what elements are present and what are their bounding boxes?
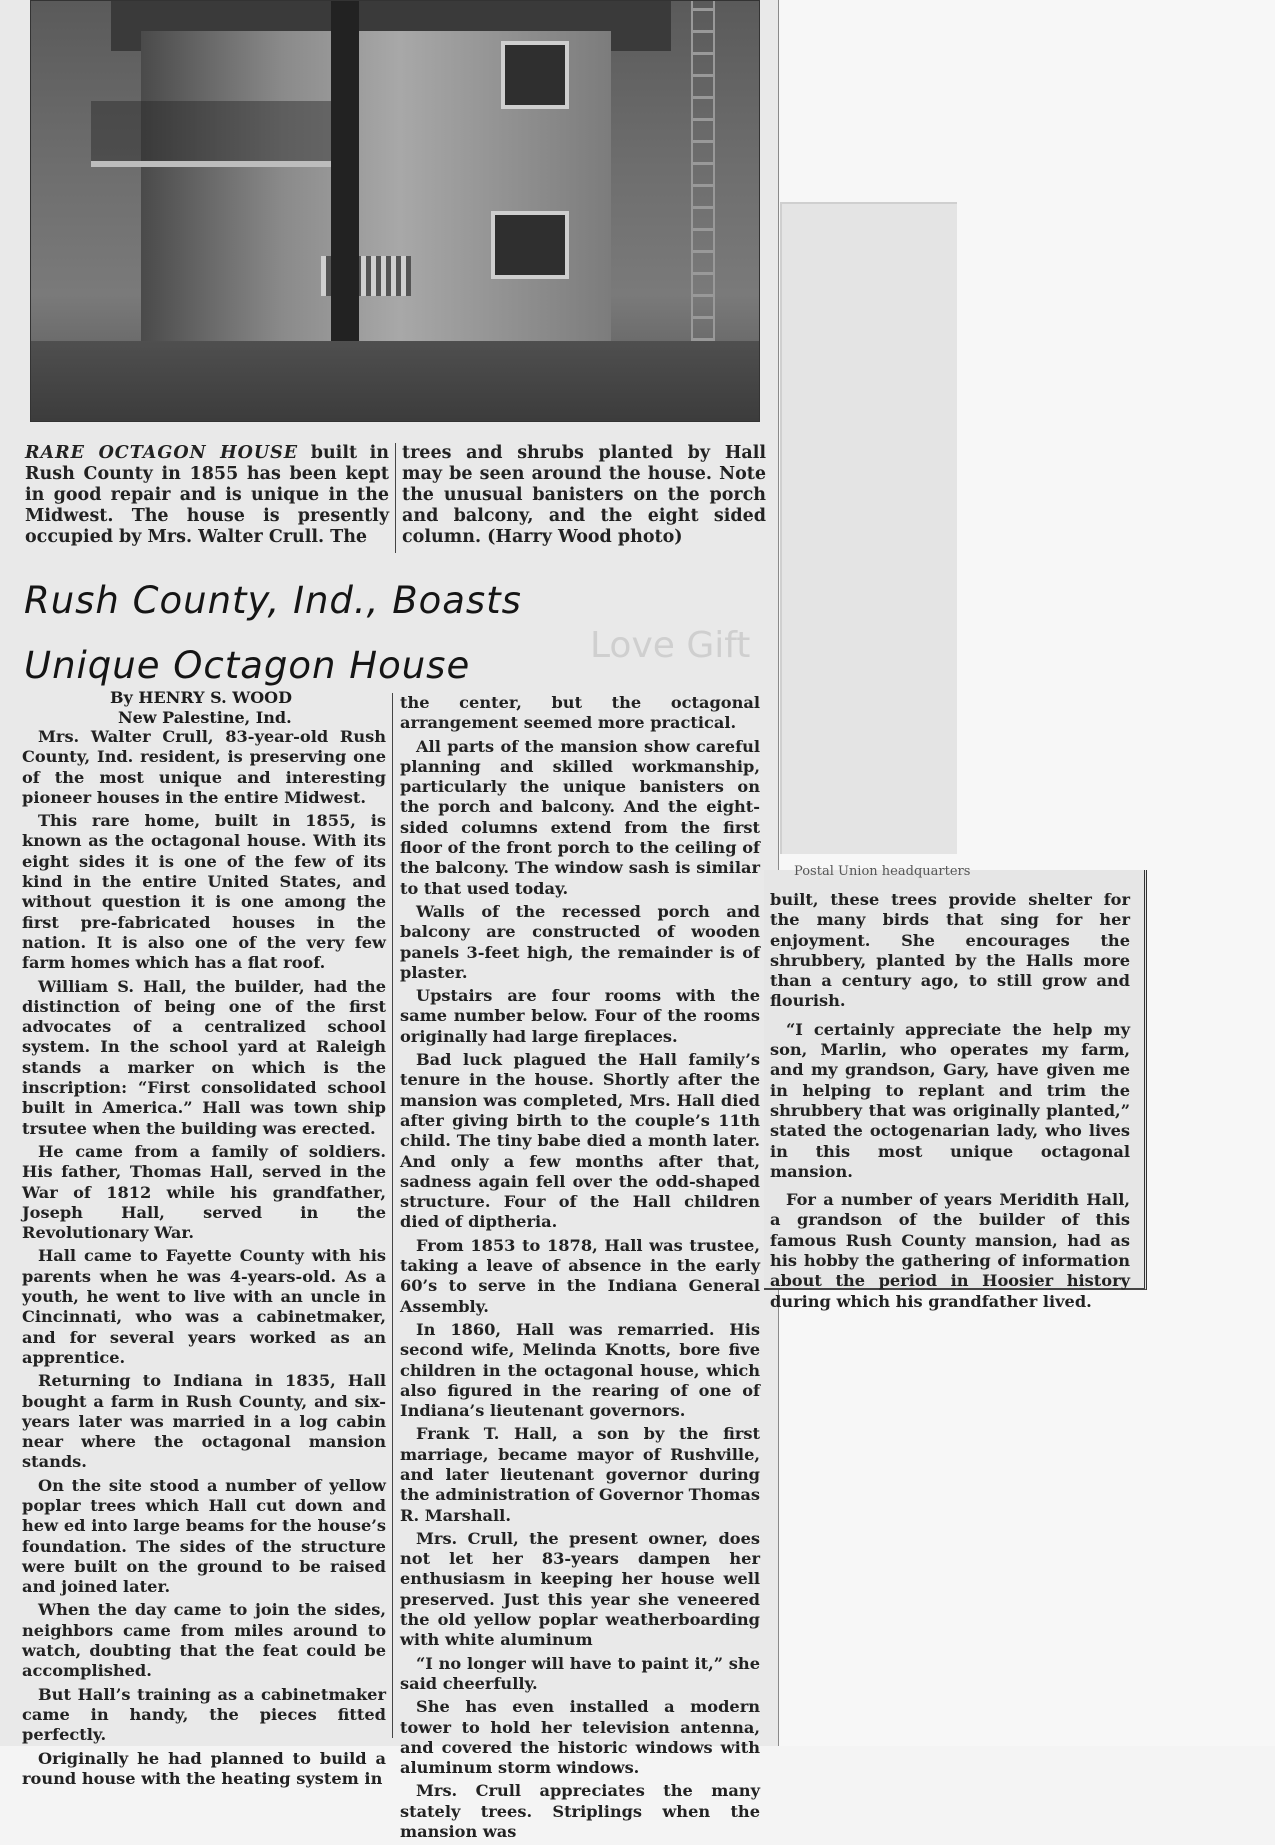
- paragraph: “I certainly appreciate the help my son, Marlin, who operates my farm, and my grandson, Gary, have given me in helping to replant and trim the shrubbery that was originally planted,” stated the octogenarian lady, who lives in this most unique octagonal mansion.: [770, 1019, 1130, 1181]
- paragraph: She has even installed a modern tower to hold her television antenna, and covered the historic windows with aluminum storm windows.: [400, 1697, 760, 1778]
- paragraph: Bad luck plagued the Hall family’s tenure in the house. Shortly after the mansion was completed, Mrs. Hall died after giving birth to the couple’s 11th child. The tiny babe died a month later. And only a few months after that, sadness again fell over the odd-shaped structure. Four of the Hall children died of diptheria.: [400, 1050, 760, 1232]
- article-headline: [24, 568, 764, 698]
- photo-balcony: [91, 101, 331, 167]
- paragraph: But Hall’s training as a cabinetmaker came in handy, the pieces fitted perfectly.: [22, 1684, 386, 1745]
- caption-left-text: built in Rush County in 1855 has been kept in good repair and is unique in the Midwest. The house is presently occupied by Mrs. Walter Crull. The: [25, 443, 389, 547]
- byline: [110, 688, 292, 728]
- headline-line-1: Rush County, Ind., Boasts: [24, 579, 522, 622]
- byline-place: New Palestine, Ind.: [118, 708, 292, 727]
- paragraph: Mrs. Walter Crull, 83-year-old Rush County, Ind. resident, is preserving one of the most unique and interesting pioneer houses in the entire Midwest.: [22, 727, 386, 807]
- paragraph: This rare home, built in 1855, is known as the octagonal house. With its eight sides it is one of the few of its kind in the entire United States, and without question it is one among the first pre-fabricated houses in the nation. It is also one of the very few farm homes which has a flat roof.: [22, 811, 386, 973]
- continuation-text: [770, 890, 1130, 1320]
- paragraph: In 1860, Hall was remarried. His second wife, Melinda Knotts, bore five children in the octagonal house, which also figured in the rearing of one of Indiana’s lieutenant governors.: [400, 1319, 760, 1421]
- photo-tree-trunk: [331, 1, 359, 361]
- octagon-house-photo: [30, 0, 760, 422]
- paragraph: Mrs. Crull, the present owner, does not let her 83-years dampen her enthusiasm in keeping her house well preserved. Just this year she veneered the old yellow poplar weatherboarding with white aluminum: [400, 1528, 760, 1650]
- paragraph: Hall came to Fayette County with his parents when he was 4-years-old. As a youth, he went to live with an uncle in Cincinnati, who was a cabinetmaker, and for several years worked as an apprentice.: [22, 1246, 386, 1367]
- mat-window-cutout: [780, 202, 957, 854]
- continuation-clipping: [764, 864, 1147, 1311]
- column-divider: [392, 693, 393, 1738]
- paragraph: Walls of the recessed porch and balcony are constructed of wooden panels 3-feet high, the remainder is of plaster.: [400, 901, 760, 982]
- paragraph: Upstairs are four rooms with the same number below. Four of the rooms originally had large fireplaces.: [400, 986, 760, 1046]
- paragraph: Returning to Indiana in 1835, Hall bought a farm in Rush County, and six-years later was married in a log cabin near where the octagonal mansion stands.: [22, 1371, 386, 1472]
- paragraph: the center, but the octagonal arrangement seemed more practical.: [400, 693, 760, 733]
- paragraph: All parts of the mansion show careful planning and skilled workmanship, particularly the unique banisters on the porch and balcony. And the eight-sided columns extend from the first floor of the front porch to the ceiling of the balcony. The window sash is similar to that used today.: [400, 736, 760, 898]
- article-column-1: [22, 727, 386, 1792]
- caption-divider: [395, 443, 396, 553]
- paragraph: Frank T. Hall, a son by the first marriage, became mayor of Rushville, and later lieutenant governor during the administration of Governor Thomas R. Marshall.: [400, 1424, 760, 1525]
- paragraph: “I no longer will have to paint it,” she said cheerfully.: [400, 1653, 760, 1693]
- photo-caption-left: [25, 443, 389, 548]
- headline-line-2: Unique Octagon House: [24, 644, 471, 687]
- paragraph: For a number of years Meridith Hall, a grandson of the builder of this famous Rush County mansion, had as his hobby the gathering of information about the period in Hoosier history during which his grandfather lived.: [770, 1190, 1130, 1311]
- photo-lower-window: [491, 211, 569, 279]
- cutoff-fragment: Postal Union headquarters: [794, 864, 971, 879]
- caption-lead: RARE OCTAGON HOUSE: [25, 443, 299, 463]
- article-column-2: [400, 693, 760, 1845]
- paragraph: From 1853 to 1878, Hall was trustee, taking a leave of absence in the early 60’s to serve in the Indiana General Assembly.: [400, 1235, 760, 1316]
- photo-lawn: [31, 341, 759, 421]
- paragraph: William S. Hall, the builder, had the distinction of being one of the first advocates of a centralized school system. In the school yard at Raleigh stands a marker on which is the inscription: “First consolidated school built in America.” Hall was town ship trsutee when the building was erected.: [22, 976, 386, 1138]
- photo-upper-window: [501, 41, 569, 109]
- paragraph: On the site stood a number of yellow poplar trees which Hall cut down and hew ed into large beams for the house’s foundation. The sides of the structure were built on the ground to be raised and joined later.: [22, 1475, 386, 1597]
- bleed-through-text: Love Gift: [590, 625, 751, 666]
- paragraph: When the day came to join the sides, neighbors came from miles around to watch, doubting that the feat could be accomplished.: [22, 1600, 386, 1681]
- paragraph: He came from a family of soldiers. His father, Thomas Hall, served in the War of 1812 while his grandfather, Joseph Hall, served in the Revolutionary War.: [22, 1141, 386, 1243]
- paragraph: built, these trees provide shelter for the many birds that sing for her enjoyment. She encourages the shrubbery, planted by the Halls more than a century ago, to still grow and flourish.: [770, 890, 1130, 1011]
- byline-author: By HENRY S. WOOD: [110, 688, 292, 707]
- paragraph: Mrs. Crull appreciates the many stately trees. Striplings when the mansion was: [400, 1781, 760, 1842]
- photo-caption-right: trees and shrubs planted by Hall may be seen around the house. Note the unusual banisters on the porch and balcony, and the eight sided column. (Harry Wood photo): [402, 443, 766, 547]
- paragraph: Originally he had planned to build a round house with the heating system in: [22, 1748, 386, 1788]
- photo-antenna-tower: [691, 1, 715, 341]
